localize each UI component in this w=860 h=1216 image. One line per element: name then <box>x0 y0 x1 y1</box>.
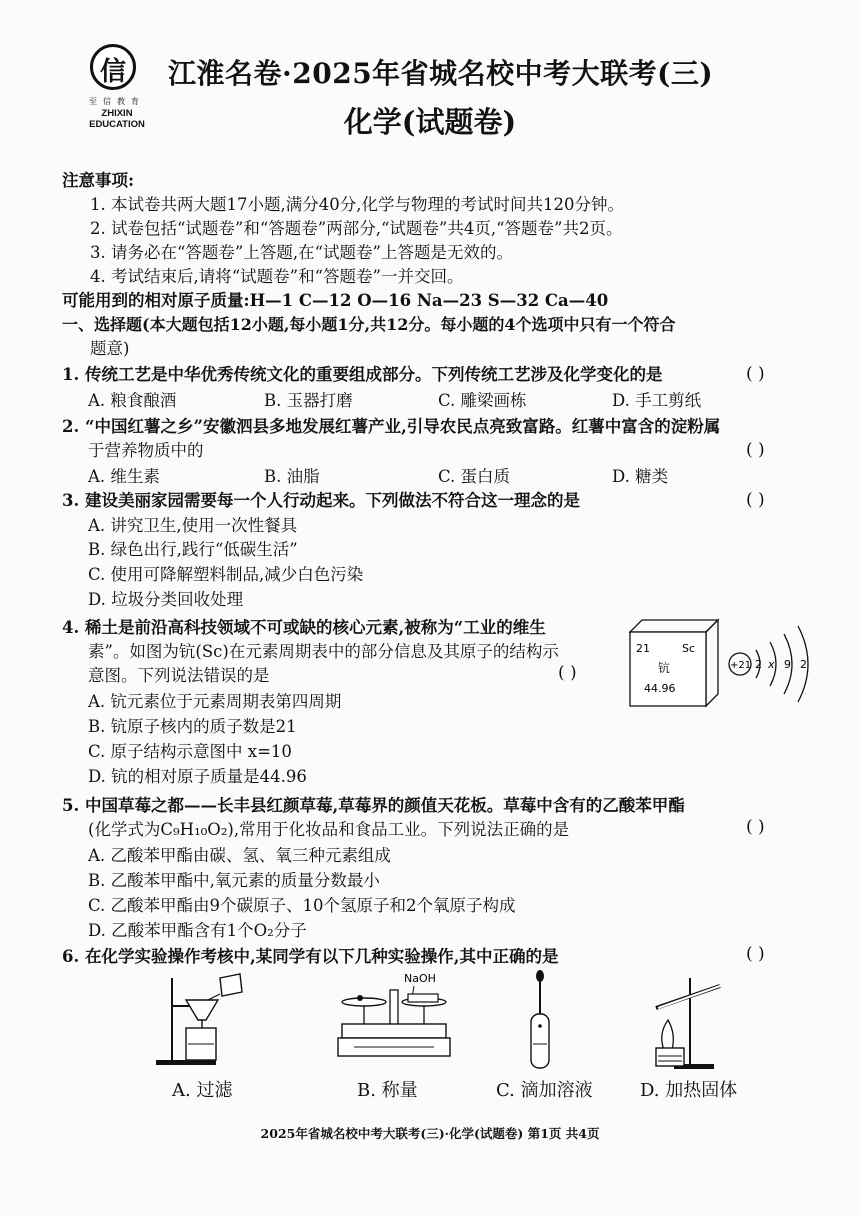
caption-heating: D. 加热固体 <box>640 1080 738 1101</box>
q1-option-b: B. 玉器打磨 <box>264 391 353 410</box>
shell-4-count: 2 <box>800 658 807 671</box>
shell-1-count: 2 <box>755 658 762 671</box>
scandium-figure <box>622 612 822 712</box>
shell-3-count: 9 <box>784 658 791 671</box>
exam-subtitle: 化学(试题卷) <box>343 105 517 139</box>
question-6-stem: 6. 在化学实验操作考核中,某同学有以下几种实验操作,其中正确的是 <box>62 947 559 966</box>
element-symbol: Sc <box>682 642 696 655</box>
note-item-2: 2. 试卷包括“试题卷”和“答题卷”两部分,“试题卷”共4页,“答题卷”共2页。 <box>90 219 623 238</box>
note-item-4: 4. 考试结束后,请将“试题卷”和“答题卷”一并交回。 <box>90 267 464 286</box>
q3-option-a: A. 讲究卫生,使用一次性餐具 <box>88 516 298 535</box>
naoh-label: NaOH <box>404 972 436 985</box>
question-4-stem-cont1: 素”。如图为钪(Sc)在元素周期表中的部分信息及其原子的结构示 <box>88 642 559 661</box>
element-number: 21 <box>636 642 650 655</box>
notes-heading: 注意事项: <box>62 171 135 190</box>
element-name: 钪 <box>658 661 671 675</box>
q2-option-b: B. 油脂 <box>264 467 320 486</box>
filtration-apparatus <box>150 970 250 1068</box>
exam-title: 江淮名卷·2025年省城名校中考大联考(三) <box>168 57 714 90</box>
question-1-stem: 1. 传统工艺是中华优秀传统文化的重要组成部分。下列传统工艺涉及化学变化的是 <box>62 365 663 384</box>
q1-option-a: A. 粮食酿酒 <box>88 391 177 410</box>
dropper-apparatus <box>520 968 560 1072</box>
q5-option-b: B. 乙酸苯甲酯中,氧元素的质量分数最小 <box>88 871 380 890</box>
shell-2-count: x <box>768 658 775 671</box>
q2-option-c: C. 蛋白质 <box>438 467 511 486</box>
balance-apparatus <box>334 968 464 1066</box>
section-heading: 一、选择题(本大题包括12小题,每小题1分,共12分。每小题的4个选项中只有一个符合 <box>62 315 676 334</box>
logo-english-name: ZHIXIN EDUCATION <box>89 108 145 130</box>
q4-option-d: D. 钪的相对原子质量是44.96 <box>88 767 307 786</box>
page-footer: 2025年省城名校中考大联考(三)·化学(试题卷) 第1页 共4页 <box>260 1126 600 1141</box>
answer-paren-1: ( ) <box>746 364 765 384</box>
answer-paren-5: ( ) <box>746 817 765 837</box>
note-item-3: 3. 请务必在“答题卷”上答题,在“试题卷”上答题是无效的。 <box>90 243 513 262</box>
answer-paren-6: ( ) <box>746 944 765 964</box>
caption-dropping: C. 滴加溶液 <box>496 1080 593 1101</box>
logo-glyph: 信 <box>99 57 126 87</box>
question-5-stem: 5. 中国草莓之都——长丰县红颜草莓,草莓界的颜值天花板。草莓中含有的乙酸苯甲酯 <box>62 796 685 815</box>
caption-weighing: B. 称量 <box>357 1080 418 1101</box>
q3-option-c: C. 使用可降解塑料制品,减少白色污染 <box>88 565 364 584</box>
caption-filtration: A. 过滤 <box>172 1080 233 1101</box>
section-heading-cont: 题意) <box>90 339 130 358</box>
answer-paren-4: ( ) <box>558 663 577 683</box>
question-5-stem-cont: (化学式为C₉H₁₀O₂),常用于化妆品和食品工业。下列说法正确的是 <box>88 820 570 839</box>
atom-structure-diagram <box>729 626 808 702</box>
q2-option-a: A. 维生素 <box>88 467 160 486</box>
question-2-stem-cont: 于营养物质中的 <box>88 441 204 460</box>
q3-option-b: B. 绿色出行,践行“低碳生活” <box>88 540 298 559</box>
q4-option-c: C. 原子结构示意图中 x=10 <box>88 742 292 761</box>
q5-option-d: D. 乙酸苯甲酯含有1个O₂分子 <box>88 921 307 940</box>
answer-paren-2: ( ) <box>746 440 765 460</box>
q4-option-b: B. 钪原子核内的质子数是21 <box>88 717 297 736</box>
nucleus-charge: +21 <box>730 660 752 671</box>
logo-circle <box>90 44 136 90</box>
answer-paren-3: ( ) <box>746 490 765 510</box>
q5-option-c: C. 乙酸苯甲酯由9个碳原子、10个氢原子和2个氧原子构成 <box>88 896 516 915</box>
q2-option-d: D. 糖类 <box>612 467 669 486</box>
heating-apparatus <box>644 968 734 1072</box>
q1-option-c: C. 雕梁画栋 <box>438 391 527 410</box>
q3-option-d: D. 垃圾分类回收处理 <box>88 590 244 609</box>
q4-option-a: A. 钪元素位于元素周期表第四周期 <box>88 692 342 711</box>
note-item-1: 1. 本试卷共两大题17小题,满分40分,化学与物理的考试时间共120分钟。 <box>90 195 624 214</box>
question-2-stem: 2. “中国红薯之乡”安徽泗县多地发展红薯产业,引导农民点亮致富路。红薯中富含的淀粉属 <box>62 417 721 436</box>
q5-option-a: A. 乙酸苯甲酯由碳、氢、氧三种元素组成 <box>88 846 391 865</box>
logo-chinese-name: 至信教育 <box>89 97 145 106</box>
element-mass: 44.96 <box>644 682 676 695</box>
question-4-stem: 4. 稀土是前沿高科技领域不可或缺的核心元素,被称为“工业的维生 <box>62 618 546 637</box>
question-4-stem-cont2: 意图。下列说法错误的是 <box>88 666 270 685</box>
q1-option-d: D. 手工剪纸 <box>612 391 702 410</box>
atomic-masses: 可能用到的相对原子质量:H—1 C—12 O—16 Na—23 S—32 Ca—40 <box>62 291 609 310</box>
question-3-stem: 3. 建设美丽家园需要每一个人行动起来。下列做法不符合这一理念的是 <box>62 491 580 510</box>
element-cell <box>630 620 718 706</box>
